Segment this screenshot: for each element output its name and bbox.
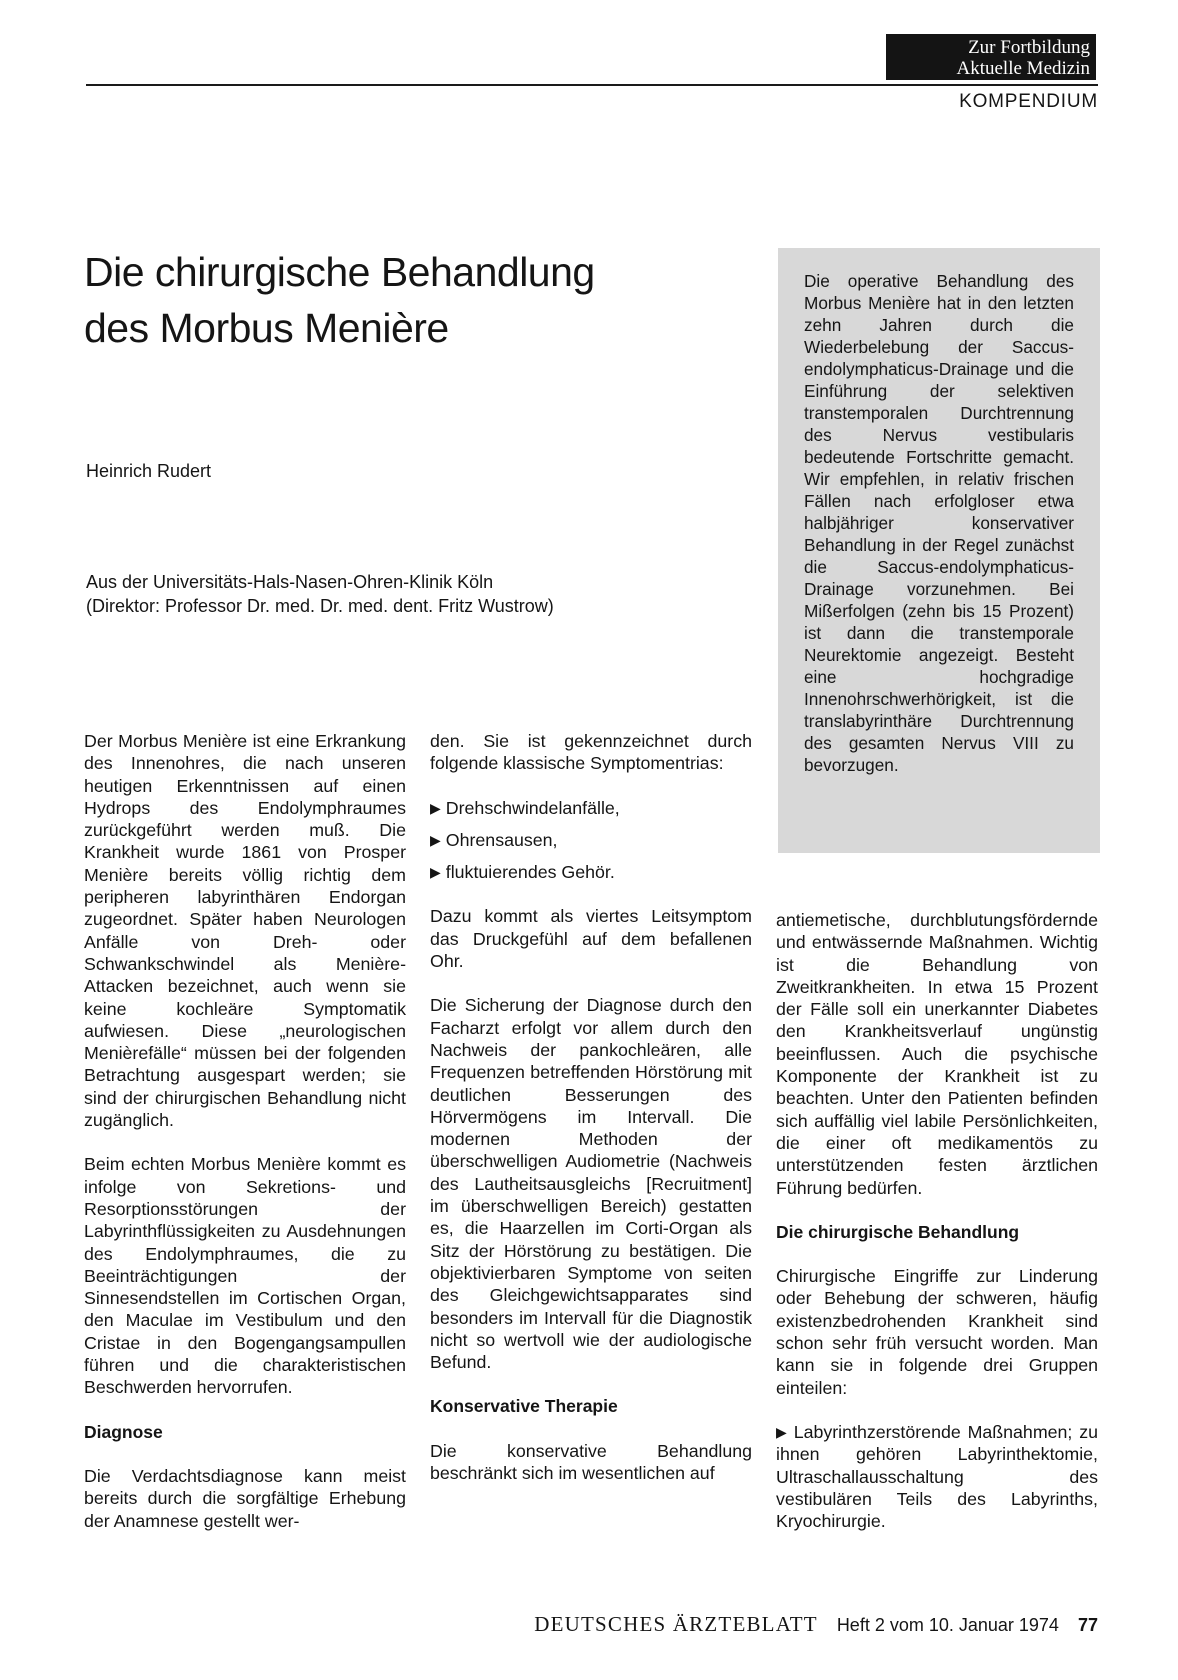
col1-paragraph-3: Die Verdachtsdiagnose kann meist bereits durch die sorgfältige Erhebung der Anamnese gestellt wer- xyxy=(84,1465,406,1531)
col2-paragraph-3: Die Sicherung der Diagnose durch den Facharzt erfolgt vor allem durch den Nachweis der pankochleären, alle Frequenzen betreffenden Hörstörung mit deutlichen Besserungen des Hörvermögens im Intervall. Die modernen Methoden der überschwelligen Audiometrie (Nachweis des Lautheitsausgleichs [Recruitment] im überschwelligen Bereich) gestatten es, die Haarzellen im Corti-Organ als Sitz der Hörstörung zu bestätigen. Die objektivierbaren Symptome von seiten des Gleichgewichtsapparates sind besonders im Intervall für die Diagnostik nicht so wertvoll wie der audiologische Befund. xyxy=(430,995,752,1373)
title-line-1: Die chirurgische Behandlung xyxy=(84,249,595,295)
article-title xyxy=(84,244,595,356)
page-footer xyxy=(0,1612,1098,1637)
journal-name: DEUTSCHES ÄRZTEBLATT xyxy=(534,1612,818,1636)
column-1 xyxy=(84,730,406,1554)
triangle-bullet-icon: ▶ xyxy=(776,1423,789,1440)
section-label: KOMPENDIUM xyxy=(959,91,1098,112)
symptom-bullet xyxy=(430,797,752,819)
heading-konservative-therapie: Konservative Therapie xyxy=(430,1396,618,1417)
col2-paragraph-1: den. Sie ist gekennzeichnet durch folgende klassische Symptomentrias: xyxy=(430,731,752,774)
symptom-text: Ohrensausen, xyxy=(445,829,558,850)
affiliation-line-1: Aus der Universitäts-Hals-Nasen-Ohren-Klinik Köln xyxy=(86,572,494,592)
col3-bullet-text: Labyrinthzerstörende Maßnahmen; zu ihnen gehören Labyrinthektomie, Ultraschallausschaltung des vestibulären Teils des Labyrinths, Kryochirurgie. xyxy=(776,1421,1098,1532)
triangle-bullet-icon: ▶ xyxy=(430,799,441,816)
col1-paragraph-2: Beim echten Morbus Menière kommt es infolge von Sekretions- und Resorptionsstörungen der Labyrinthflüssigkeiten zu Ausdehnungen des Endolymphraumes, die zu Beeinträchtigungen der Sinnesendstellen im Cortischen Organ, den Maculae im Vestibulum und den Cristae in den Bogengangsampullen führen und die charakteristischen Beschwerden hervorrufen. xyxy=(84,1154,406,1398)
heading-diagnose: Diagnose xyxy=(84,1421,163,1442)
triangle-bullet-icon: ▶ xyxy=(430,831,441,848)
affiliation-line-2: (Direktor: Professor Dr. med. Dr. med. dent. Fritz Wustrow) xyxy=(86,596,554,616)
rubric-box xyxy=(886,34,1096,80)
symptom-bullet xyxy=(430,861,752,883)
rubric-line-2: Aktuelle Medizin xyxy=(956,58,1090,79)
column-3 xyxy=(776,909,1098,1554)
col3-paragraph-1: antiemetische, durchblutungsfördernde und entwässernde Maßnahmen. Wichtig ist die Behandlung von Zweitkrankheiten. In etwa 15 Prozent der Fälle soll ein unerkannter Diabetes den Krankheitsverlauf ungünstig beeinflussen. Auch die psychische Komponente der Krankheit ist zu beachten. Unter den Patienten befinden sich auffällig viel labile Persönlichkeiten, die einer oft medikamentös zu unterstützenden festen ärztlichen Führung bedürfen. xyxy=(776,910,1098,1198)
symptom-bullet xyxy=(430,829,752,851)
author: Heinrich Rudert xyxy=(86,461,212,481)
col1-paragraph-1: Der Morbus Menière ist eine Erkrankung des Innenohres, die nach unseren heutigen Erkenntnissen auf einen Hydrops des Endolymphraumes zurückgeführt werden muß. Die Krankheit wurde 1861 von Prosper Menière bereits völlig richtig dem peripheren labyrinthären Endorgan zugeordnet. Später haben Neurologen Anfälle von Dreh- oder Schwankschwindel als Menière-Attacken bezeichnet, auch wenn sie keine kochleäre Symptomatik aufwiesen. Diese „neurologischen Menièrefälle“ müssen bei der folgenden Betrachtung ausgespart werden; sie sind der chirurgischen Behandlung nicht zugänglich. xyxy=(84,731,406,1131)
col2-paragraph-4: Die konservative Behandlung beschränkt sich im wesentlichen auf xyxy=(430,1440,752,1484)
title-line-2: des Morbus Menière xyxy=(84,305,449,351)
abstract-text: Die operative Behandlung des Morbus Menière hat in den letzten zehn Jahren durch die Wiederbelebung der Saccus-endolymphaticus-Drainage und die Einführung der selektiven transtemporalen Durchtrennung des Nervus vestibularis bedeutende Fortschritte gemacht. Wir empfehlen, in relativ frischen Fällen nach erfolgloser etwa halbjähriger konservativer Behandlung in der Regel zunächst die Saccus-endolymphaticus-Drainage vorzunehmen. Bei Mißerfolgen (zehn bis 15 Prozent) ist dann die transtemporale Neurektomie angezeigt. Besteht eine hochgradige Innenohrschwerhörigkeit, ist die translabyrinthäre Durchtrennung des gesamten Nervus VIII zu bevorzugen. xyxy=(804,271,1074,775)
affiliation xyxy=(86,570,554,618)
column-2 xyxy=(430,730,752,1506)
symptom-text: fluktuierendes Gehör. xyxy=(445,862,615,883)
issue-info: Heft 2 vom 10. Januar 1974 xyxy=(836,1615,1059,1635)
triangle-bullet-icon: ▶ xyxy=(430,864,441,881)
abstract-box xyxy=(778,248,1100,853)
heading-chirurgische-behandlung: Die chirurgische Behandlung xyxy=(776,1221,1020,1242)
col2-paragraph-2: Dazu kommt als viertes Leitsymptom das Druckgefühl auf dem befallenen Ohr. xyxy=(430,906,752,972)
col3-paragraph-2: Chirurgische Eingriffe zur Linderung oder Behebung der schweren, häufig existenzbedrohenden Krankheit sind schon sehr früh versucht worden. Man kann sie in folgende drei Gruppen einteilen: xyxy=(776,1266,1098,1398)
page-number: 77 xyxy=(1077,1615,1098,1635)
rubric-line-1: Zur Fortbildung xyxy=(968,37,1090,58)
symptom-text: Drehschwindelanfälle, xyxy=(445,797,620,818)
header-rule xyxy=(86,84,1098,86)
col3-bullet-1 xyxy=(776,1421,1098,1532)
